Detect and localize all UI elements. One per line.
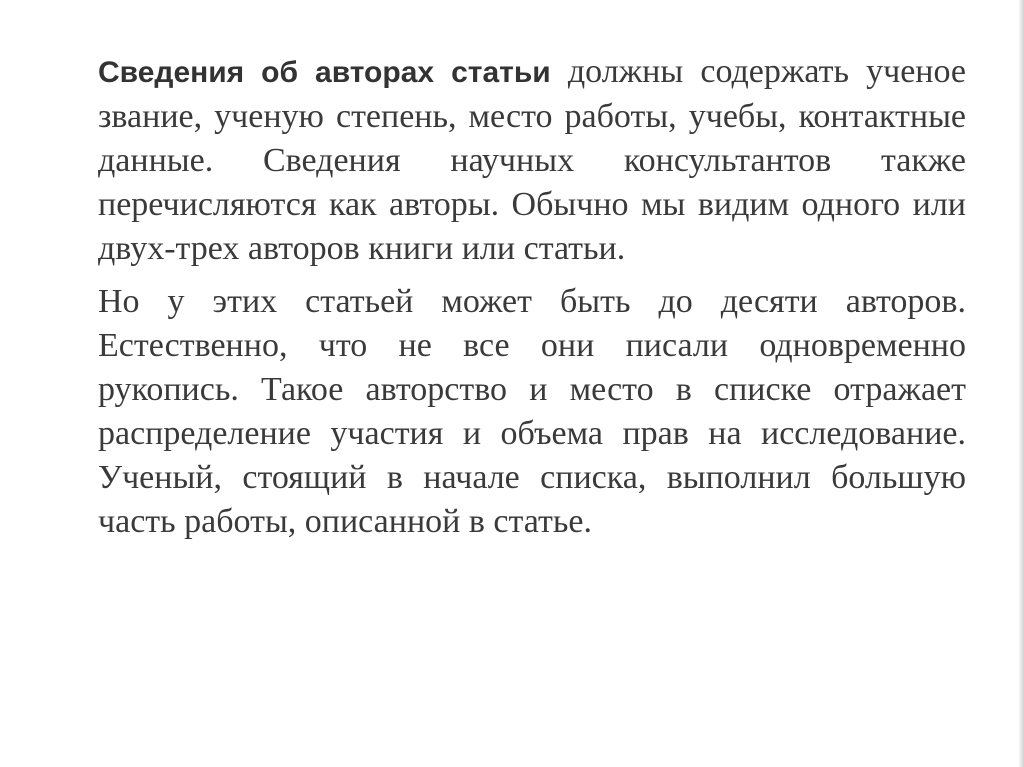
- paragraph-authors-info: [98, 50, 966, 271]
- paragraph-lead-bold: Сведения об авторах статьи: [98, 56, 551, 89]
- slide-body: [98, 50, 966, 544]
- paragraph-authors-order: Но у этих статьей может быть до десяти авторов. Естественно, что не все они писали одновременно рукопись. Такое авторство и место в списке отражает распределение участия и объема прав на исследование. Ученый, стоящий в начале списка, выполнил большую часть работы, описанной в статье.: [98, 283, 966, 540]
- paragraph-text: должны содержать ученое звание, ученую степень, место работы, учебы, контактные данные. Сведения научных консультантов также перечисляются как авторы. Обычно мы видим одного или двух-трех авторов книги или статьи.: [98, 53, 966, 267]
- slide-edge-shadow: [1018, 0, 1024, 767]
